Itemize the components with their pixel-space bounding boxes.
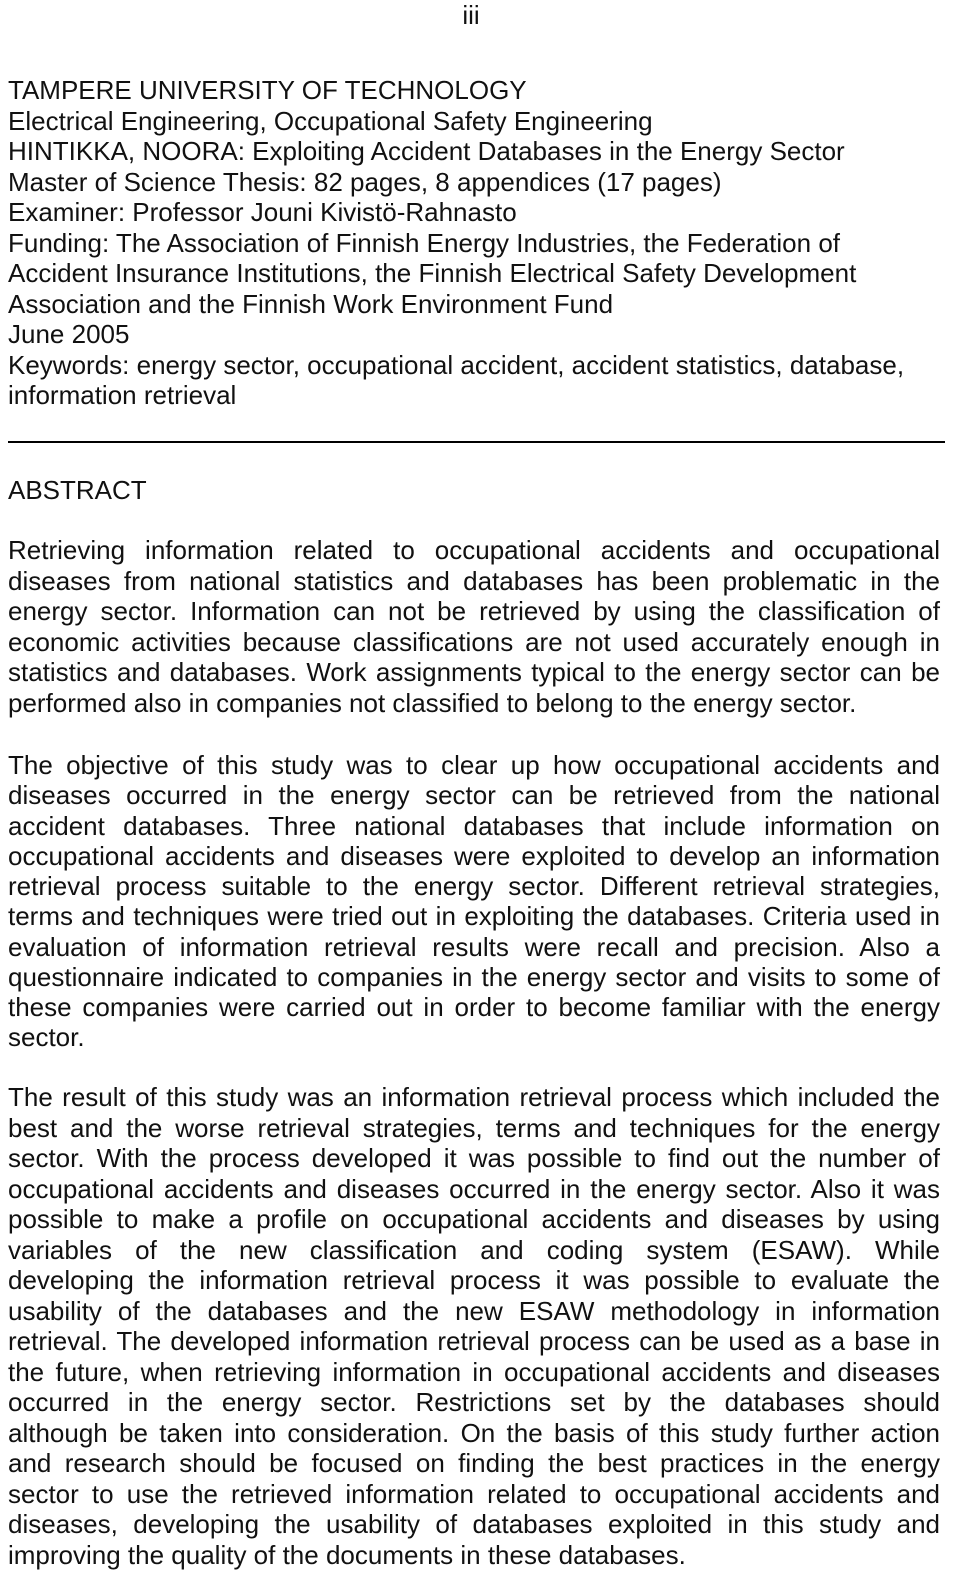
abstract-heading: ABSTRACT: [8, 475, 147, 505]
abstract-line: The objective of this study was to clear up how occupational accidents and: [8, 750, 940, 780]
abstract-line: occurred in the energy sector. Restrictions set by the databases should: [8, 1387, 940, 1417]
abstract-line: and research should be focused on finding the best practices in the energy: [8, 1448, 940, 1478]
abstract-line: occupational accidents and diseases occurred in the energy sector. Also it was: [8, 1173, 940, 1204]
thesis-info: Master of Science Thesis: 82 pages, 8 appendices (17 pages): [8, 166, 722, 197]
abstract-line: improving the quality of the documents in these databases.: [8, 1539, 686, 1570]
abstract-line: diseases from national statistics and databases has been problematic in the: [8, 565, 940, 596]
abstract-line: best and the worse retrieval strategies, terms and techniques for the energy: [8, 1112, 940, 1143]
keywords-line: information retrieval: [8, 380, 237, 410]
header-divider: [8, 441, 945, 443]
abstract-line: The result of this study was an information retrieval process which included the: [8, 1082, 940, 1112]
abstract-line: performed also in companies not classified to belong to the energy sector.: [8, 687, 857, 718]
abstract-line: terms and techniques were tried out in exploiting the databases. Criteria used in: [8, 901, 940, 932]
funding-line: Funding: The Association of Finnish Energy Industries, the Federation of: [8, 227, 840, 258]
document-header: [8, 75, 953, 411]
abstract-line: although be taken into consideration. On the basis of this study further action: [8, 1417, 940, 1448]
keywords-line: Keywords: energy sector, occupational accident, accident statistics, database,: [8, 349, 905, 380]
abstract-line: sector.: [8, 1022, 85, 1053]
author-and-title: HINTIKKA, NOORA: Exploiting Accident Databases in the Energy Sector: [8, 136, 845, 166]
abstract-line: questionnaire indicated to companies in the energy sector and visits to some of: [8, 961, 940, 992]
abstract-line: economic activities because classifications are not used accurately enough in: [8, 626, 940, 657]
university-name: TAMPERE UNIVERSITY OF TECHNOLOGY: [8, 75, 527, 105]
abstract-line: sector. With the process developed it was possible to find out the number of: [8, 1143, 940, 1173]
abstract-line: sector to use the retrieved information related to occupational accidents and: [8, 1478, 940, 1509]
department: Electrical Engineering, Occupational Safety Engineering: [8, 105, 653, 136]
abstract-line: possible to make a profile on occupational accidents and diseases by using: [8, 1204, 940, 1234]
abstract-line: occupational accidents and diseases were exploited to develop an information: [8, 840, 940, 871]
abstract-paragraph: [8, 535, 940, 718]
abstract-line: these companies were carried out in order to become familiar with the energy: [8, 992, 940, 1022]
date: June 2005: [8, 319, 130, 349]
abstract-line: accident databases. Three national databases that include information on: [8, 810, 940, 841]
funding-line: Accident Insurance Institutions, the Finnish Electrical Safety Development: [8, 258, 857, 288]
abstract-line: retrieval. The developed information retrieval process can be used as a base in: [8, 1326, 940, 1356]
page-number: iii: [462, 0, 480, 30]
abstract-line: the future, when retrieving information in occupational accidents and diseases: [8, 1356, 940, 1387]
abstract-line: Retrieving information related to occupational accidents and occupational: [8, 535, 940, 565]
abstract-paragraph: [8, 1082, 940, 1570]
abstract-line: developing the information retrieval process it was possible to evaluate the: [8, 1265, 940, 1295]
abstract-line: evaluation of information retrieval results were recall and precision. Also a: [8, 931, 940, 962]
abstract-line: diseases occurred in the energy sector can be retrieved from the national: [8, 780, 940, 811]
abstract-line: energy sector. Information can not be retrieved by using the classification of: [8, 596, 940, 626]
abstract-paragraph: [8, 750, 940, 1053]
abstract-line: statistics and databases. Work assignments typical to the energy sector can be: [8, 657, 940, 687]
abstract-line: variables of the new classification and coding system (ESAW). While: [8, 1234, 940, 1265]
abstract-line: diseases, developing the usability of databases exploited in this study and: [8, 1509, 940, 1539]
funding-line: Association and the Finnish Work Environment Fund: [8, 288, 614, 319]
abstract-line: retrieval process suitable to the energy sector. Different retrieval strategies,: [8, 871, 940, 901]
examiner: Examiner: Professor Jouni Kivistö-Rahnasto: [8, 197, 517, 227]
abstract-line: usability of the databases and the new ESAW methodology in information: [8, 1295, 940, 1326]
